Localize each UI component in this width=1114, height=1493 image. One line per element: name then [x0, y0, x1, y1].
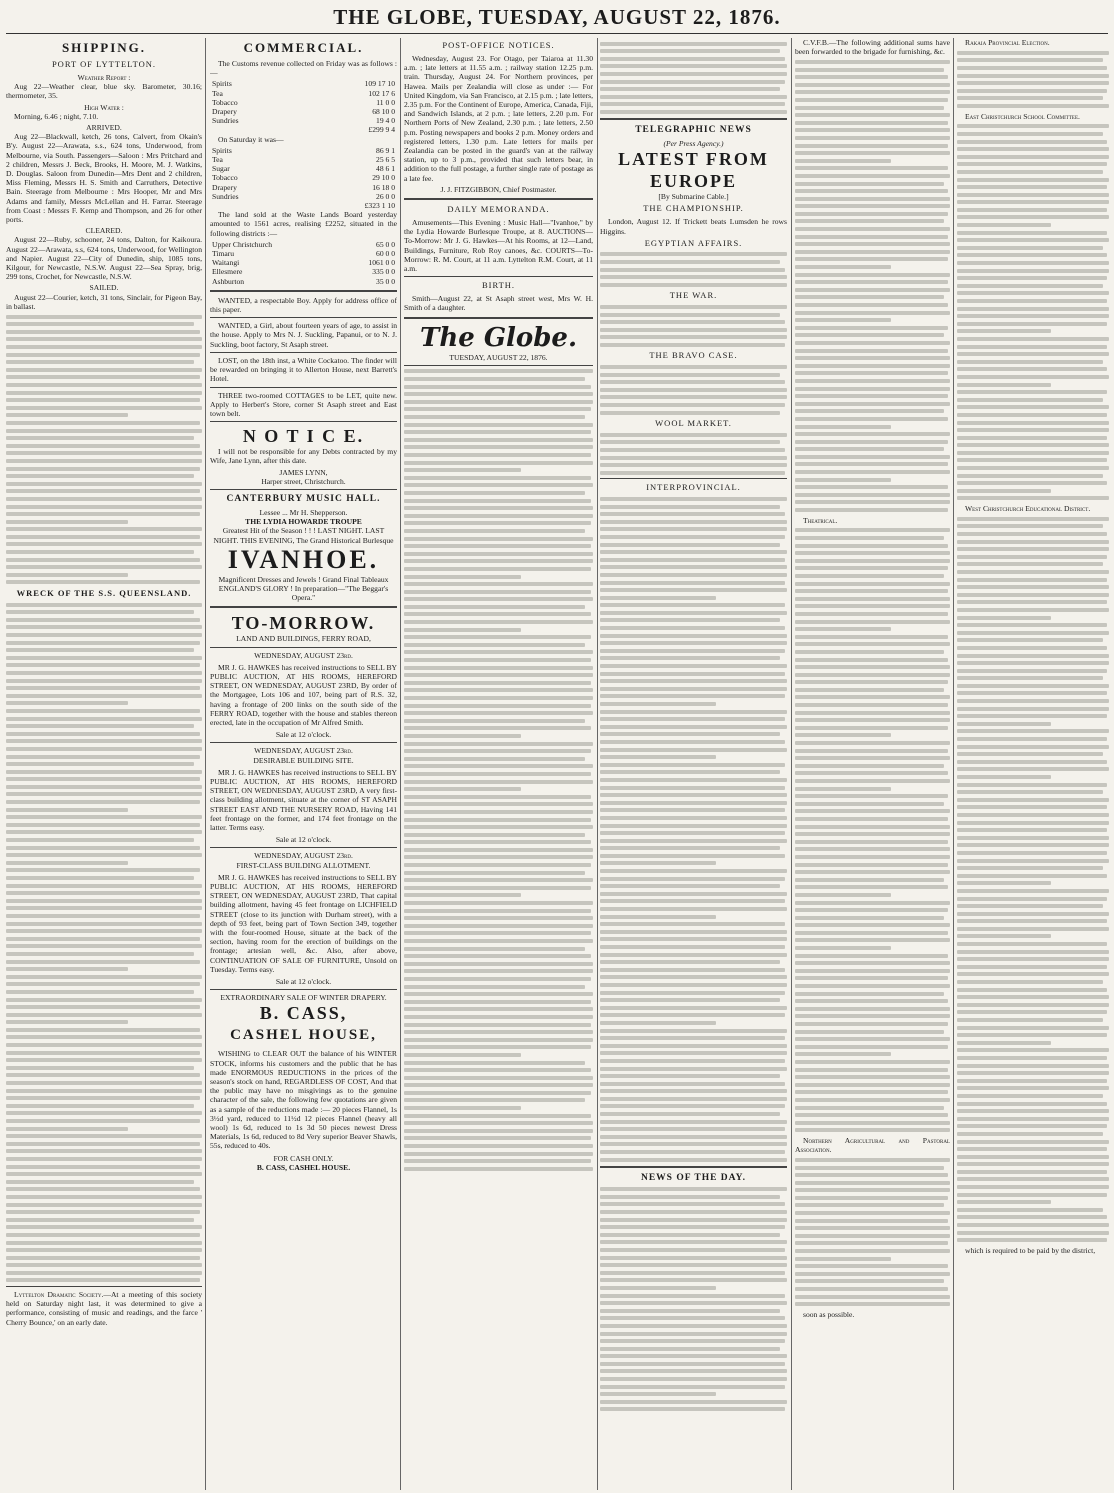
championship-body: London, August 12. If Trickett beats Lumsden he rows Higgins.	[600, 217, 787, 236]
table-row	[210, 267, 397, 276]
ad-rule	[210, 989, 397, 990]
hawkes-ad-lichfield: MR J. G. HAWKES has received instructions to SELL BY PUBLIC AUCTION, AT HIS ROOMS, HEREFORD STREET, ON WEDNESDAY, AUGUST 23RD, That capital building allotment, having 45 feet frontage on LICHFIELD STREET (close to its junction with Durham street), with a depth of 93 feet, being part of Town Section 349, together with the four-roomed House, situate at the back of the section, having room for the erection of buildings on the frontage; artesian well, &c. Also, after above, CONTINUATION OF SALE OF FURNITURE, Unsold on Tuesday. Terms easy.	[210, 872, 397, 974]
section-rule	[600, 118, 787, 120]
hawkes-ad-st-asaph: MR J. G. HAWKES has received instructions to SELL BY PUBLIC AUCTION, AT HIS ROOMS, HEREFORD STREET, ON WEDNESDAY, AUGUST 23RD, A very first-class building allotment, situate at the corner of ST ASAPH STREET EAST AND THE NURSERY ROAD, Having 141 feet frontage on the former, and 174 feet frontage on the latter. Terms easy.	[210, 767, 397, 832]
music-hall-after: Magnificent Dresses and Jewels ! Grand Final Tableaux ENGLAND'S GLORY ! In preparation—"The Beggar's Opera."	[218, 574, 389, 603]
port-heading: PORT OF LYTTELTON.	[51, 59, 157, 69]
ivanhoe-title: IVANHOE.	[227, 544, 380, 574]
memoranda-heading: DAILY MEMORANDA.	[447, 204, 550, 215]
row-label: Spirits	[212, 145, 232, 155]
row-value: 26 0 0	[376, 191, 395, 201]
table-row	[210, 249, 397, 258]
masthead-title: THE GLOBE, TUESDAY, AUGUST 22, 1876.	[333, 5, 781, 29]
friday-revenue-table	[210, 79, 397, 134]
dramatic-label: Lyttelton Dramatic Society.	[14, 1290, 104, 1300]
globe-nameplate: The Globe.	[419, 322, 578, 353]
section-rule	[404, 365, 593, 366]
brigade-lead: C.V.F.B.—The following additional sums have been forwarded to the brigade for furnishing, &c.	[795, 38, 950, 57]
row-label: Upper Christchurch	[212, 239, 273, 249]
district-news-body-3	[957, 517, 1109, 1242]
row-value: 65 0 0	[376, 239, 395, 249]
dramatic-text: —At a meeting of this society held on Saturday night last, it was determined to give a performance, consisting of music and readings, and the farce ' Cherry Bounce,' on an early date.	[6, 1290, 202, 1327]
district-news-column	[957, 38, 1109, 1490]
sale-time: Sale at 12 o'clock.	[275, 835, 332, 845]
friday-total: £299 9 4	[368, 125, 395, 135]
row-value: 86 9 1	[376, 145, 395, 155]
weather-label: Weather Report :	[77, 73, 131, 82]
wreck-article-body	[6, 603, 202, 1283]
bravo-heading: THE BRAVO CASE.	[649, 350, 738, 361]
table-row	[210, 116, 397, 125]
educational-district-label: West Christchurch Educational District.	[965, 504, 1091, 514]
cass-ad-body: WISHING to CLEAR OUT the balance of his WINTER STOCK, informs his customers and the public that he has made ENORMOUS REDUCTIONS in the prices of the season's stock on hand, REGARDLESS OF COST, And that the public may have no misgivings as to the genuine character of the sale, the following few quotations are given as a sample of the reductions made :— 20 pieces Flannel, 1s 3½d yard, reduced to 11½d 12 pieces Flannel (heavy all wool) 1s 6d, reduced to 1s 3d 50 pieces newest Dress Materials, 1s 6d, reduced to 8d Very superior Beaver Shawls, 55s, reduced to 40s.	[210, 1049, 397, 1151]
arrived-label: ARRIVED.	[86, 123, 122, 133]
district-news-body	[957, 51, 1109, 108]
tomorrow-sub: LAND AND BUILDINGS, FERRY ROAD,	[236, 634, 371, 644]
row-label: Sundries	[212, 191, 239, 201]
table-row	[210, 155, 397, 164]
masthead-rule	[6, 33, 1108, 34]
news-of-day-body	[600, 1187, 787, 1411]
column-divider	[400, 38, 401, 1490]
col6-footer: which is required to be paid by the district,	[965, 1245, 1096, 1255]
war-heading: THE WAR.	[669, 290, 718, 301]
row-label: Spirits	[212, 79, 232, 89]
music-hall-lines: Greatest Hit of the Season ! ! ! LAST NIGHT. LAST NIGHT. THIS EVENING, The Grand Historical Burlesque	[213, 526, 394, 545]
cass-name: B. CASS,	[259, 1003, 348, 1024]
row-label: Tobacco	[212, 97, 238, 107]
section-rule	[600, 478, 787, 479]
telegraphic-heading: TELEGRAPHIC NEWS	[635, 124, 752, 135]
wanted-girl-ad: WANTED, a Girl, about fourteen years of age, to assist in the house. Apply to Mrs N. J. Suckling, Papanui, or to N. J. Suckling, boot factory, St Asaph street.	[210, 321, 397, 349]
sailed-label: SAILED.	[89, 283, 119, 293]
birth-heading: BIRTH.	[481, 280, 516, 291]
table-row	[210, 258, 397, 267]
birth-notice: Smith—August 22, at St Asaph street west, Mrs W. H. Smith of a daughter.	[404, 294, 593, 313]
cleared-text: August 22—Ruby, schooner, 24 tons, Dalton, for Kaikoura. August 22—Arawata, s.s, 624 tons, Underwood, for Wellington and Napier. August 22—City of Dunedin, ship, 1085 tons, Kilgour, for Newcastle, N.S.W. August 22—Sea Spray, brig, 299 tons, Crochet, for Newcastle, N.S.W.	[6, 235, 202, 282]
row-value: 60 0 0	[376, 249, 395, 259]
local-news-body-2	[795, 528, 950, 1132]
cash-only: FOR CASH ONLY.	[273, 1153, 334, 1163]
section-rule	[404, 317, 593, 319]
row-value: 102 17 6	[368, 88, 395, 98]
row-value: 48 6 1	[376, 164, 395, 174]
commercial-column	[210, 38, 397, 1490]
high-water-label: High Water :	[84, 102, 124, 112]
table-row	[210, 277, 397, 286]
drapery-heading: EXTRAORDINARY SALE OF WINTER DRAPERY.	[220, 993, 387, 1003]
school-committee-label: East Christchurch School Committee.	[965, 111, 1080, 121]
cottages-ad: THREE two-roomed COTTAGES to be LET, quite new. Apply to Herbert's Store, corner St Asaph street and East town belt.	[210, 390, 397, 418]
egypt-body	[600, 252, 787, 286]
row-label: Sugar	[212, 164, 230, 174]
land-intro: The land sold at the Waste Lands Board yesterday amounted to 1561 acres, realising £2252, situated in the following districts :—	[210, 210, 397, 238]
local-news-body	[795, 60, 950, 512]
latest-europe-heading: LATEST FROM EUROPE	[618, 149, 769, 192]
high-water: Morning, 6.46 ; night, 7.10.	[14, 111, 99, 121]
row-value: 35 0 0	[376, 276, 395, 286]
auction-date: WEDNESDAY, AUGUST 23rd.	[254, 851, 353, 861]
ad-rule	[210, 606, 397, 608]
post-office-heading: POST-OFFICE NOTICES.	[442, 40, 555, 50]
column-divider	[953, 38, 954, 1490]
weather-report: Aug 22—Weather clear, blue sky. Barometer, 30.16; thermometer, 35.	[6, 82, 202, 101]
col5-footer: soon as possible.	[803, 1309, 855, 1319]
row-label: Sundries	[212, 116, 239, 126]
post-office-column	[404, 38, 593, 1490]
notice-heading: N O T I C E.	[242, 426, 365, 447]
rakaia-label: Rakaia Provincial Election.	[965, 38, 1050, 47]
row-value: 68 10 0	[372, 107, 395, 117]
cable-sub: [By Submarine Cable.]	[658, 192, 729, 202]
interprovincial-heading: INTERPROVINCIAL.	[646, 482, 741, 493]
sale-time: Sale at 12 o'clock.	[275, 730, 332, 740]
ad-rule	[210, 489, 397, 490]
table-row	[210, 173, 397, 182]
agric-label: Northern Agricultural and Pastoral Association.	[795, 1135, 950, 1155]
bravo-body	[600, 365, 787, 415]
desirable-heading: DESIRABLE BUILDING SITE.	[253, 755, 354, 765]
music-hall-troupe: THE LYDIA HOWARDE TROUPE	[245, 517, 362, 527]
cass-footer: B. CASS, CASHEL HOUSE.	[256, 1162, 351, 1172]
section-rule	[404, 276, 593, 277]
section-rule	[404, 198, 593, 200]
row-value: 109 17 10	[364, 79, 395, 89]
row-value: 29 10 0	[372, 173, 395, 183]
egypt-heading: EGYPTIAN AFFAIRS.	[644, 237, 743, 248]
row-value: 25 6 5	[376, 155, 395, 165]
row-label: Timaru	[212, 249, 235, 259]
column-divider	[205, 38, 206, 1490]
ad-rule	[210, 387, 397, 388]
land-table	[210, 240, 397, 286]
ad-rule	[210, 847, 397, 848]
first-class-heading: FIRST-CLASS BUILDING ALLOTMENT.	[236, 860, 371, 870]
row-label: Tobacco	[212, 173, 238, 183]
cashel-house: CASHEL HOUSE,	[230, 1027, 377, 1044]
auction-date: WEDNESDAY, AUGUST 23rd.	[254, 746, 353, 756]
saturday-total: £323 1 10	[364, 201, 395, 211]
shipping-news-body	[6, 315, 202, 585]
notice-sign: JAMES LYNN,	[279, 467, 328, 477]
telegraphic-column	[600, 38, 787, 1490]
telegraphic-sub: (Per Press Agency.)	[663, 138, 724, 148]
table-row	[210, 89, 397, 98]
customs-intro: The Customs revenue collected on Friday was as follows :—	[210, 59, 397, 78]
lost-ad: LOST, on the 18th inst, a White Cockatoo. The finder will be rewarded on bringing it to Allerton House, next Barrett's Hotel.	[210, 355, 397, 384]
cleared-label: CLEARED.	[85, 226, 123, 236]
editorial-continued	[600, 42, 787, 114]
saturday-label: On Saturday it was—	[218, 134, 284, 144]
ad-rule	[210, 421, 397, 422]
postmaster-sign: J. J. FITZGIBBON, Chief Postmaster.	[440, 184, 557, 194]
arrived-text: Aug 22—Blackwall, ketch, 26 tons, Calvert, from Okain's B'y. August 22—Arawata, s.s., 624 tons, Underwood, from Melbourne, via South. Passengers—Saloon : Mrs Pritchard and 2 children, Messrs J. Beck, Brooks, H. Moore, M. J. Watkins, D. Douglas. Saloon from Dunedin—Mrs Dent and 2 children, Miss Fleming, Messrs H. S. Smith and Carruthers, Detective Bain. Steerage from Melbourne : Mrs Hooper, Mr and Mrs Adams and family, Messrs McLellan and H. Farrar. Steerage from Coast : Messrs F. Kemp and Thompson, and 26 for other ports.	[6, 132, 202, 225]
post-office-body: Wednesday, August 23. For Otago, per Taiaroa at 11.30 a.m. ; late letters at 11.55 a.m. ; railway station 12.25 p.m. train. Thursday, August 24. For Northern provinces, per Hawea. Mails per Zealandia will close as under :— For United Kingdom, via San Francisco, at 2.15 p.m. ; late letters, 2.35 p.m. For the Continent of Europe, America, Canada, Fiji, and Sandwich Islands, at 2 p.m. ; late letters, 2.20 p.m. For Northern Ports of New Zealand, 2.30 p.m. ; late letters, 2.50 p.m. Posting newspapers and books 2 p.m. Money orders and registered letters, 1.30 p.m. Late letters for mails per Zealandia can be posted in the guard's van at the railway station, up to 3 p.m., provided that such letters bear, in addition to the full postage, a further single rate of postage as a late fee.	[404, 54, 593, 183]
row-label: Drapery	[212, 182, 237, 192]
wreck-heading: WRECK OF THE S.S. QUEENSLAND.	[16, 588, 192, 599]
interprovincial-body	[600, 497, 787, 1162]
ad-rule	[210, 647, 397, 648]
notice-body: I will not be responsible for any Debts contracted by my Wife, Jane Lynn, after this date.	[210, 447, 397, 466]
row-label: Tea	[212, 88, 223, 98]
table-row	[210, 183, 397, 192]
auction-date: WEDNESDAY, AUGUST 23rd.	[254, 650, 353, 660]
saturday-revenue-table	[210, 146, 397, 210]
row-value: 335 0 0	[372, 267, 395, 277]
row-label: Ellesmere	[212, 267, 243, 277]
notice-address: Harper street, Christchurch.	[261, 476, 346, 486]
table-row	[210, 164, 397, 173]
local-news-column	[795, 38, 950, 1490]
table-row	[210, 240, 397, 249]
championship-heading: THE CHAMPIONSHIP.	[643, 203, 744, 214]
row-label: Waitangi	[212, 258, 240, 268]
wanted-boy-ad: WANTED, a respectable Boy. Apply for address office of this paper.	[210, 295, 397, 315]
row-value: 19 4 0	[376, 116, 395, 126]
sailed-text: August 22—Courier, ketch, 31 tons, Sinclair, for Pigeon Bay, in ballast.	[6, 292, 202, 311]
memoranda-body: Amusements—This Evening : Music Hall—"Ivanhoe," by the Lydia Howarde Burlesque Troupe, at 8. AUCTIONS—To-Morrow: Mr J. G. Hawkes—At his Rooms, at 12—Land, Buildings, Furniture, Rob Roy canoes, &c. COURTS—To-Morrow: R. M. Court, at 11 a.m. Lyttelton R.M. Court, at 11 a.m.	[404, 218, 593, 274]
sale-time: Sale at 12 o'clock.	[275, 977, 332, 987]
shipping-column	[6, 38, 202, 1490]
table-row	[210, 98, 397, 107]
table-row	[210, 192, 397, 201]
local-news-body-3	[795, 1158, 950, 1306]
row-value: 11 0 0	[376, 97, 395, 107]
ad-rule	[210, 352, 397, 353]
music-hall-title: CANTERBURY MUSIC HALL.	[226, 493, 381, 504]
table-row	[210, 146, 397, 155]
row-label: Ashburton	[212, 276, 245, 286]
column-divider	[791, 38, 792, 1490]
row-label: Drapery	[212, 107, 237, 117]
district-news-body-2	[957, 124, 1109, 500]
row-value: 1061 0 0	[368, 258, 395, 268]
tomorrow-heading: TO-MORROW.	[231, 613, 376, 634]
news-of-day-heading: NEWS OF THE DAY.	[640, 1172, 747, 1183]
ad-rule	[210, 290, 397, 292]
column-divider	[597, 38, 598, 1490]
section-rule	[600, 1166, 787, 1168]
war-body	[600, 305, 787, 347]
table-row	[210, 107, 397, 116]
wool-heading: WOOL MARKET.	[655, 418, 732, 429]
hawkes-ad-ferry-road: MR J. G. HAWKES has received instructions to SELL BY PUBLIC AUCTION, AT HIS ROOMS, HEREFORD STREET, ON WEDNESDAY, AUGUST 23RD, By order of the Mortgagee, Lots 106 and 107, being part of R.S. 32, having a frontage of 200 links on the south side of the FERRY ROAD, together with the house and stables thereon erected, late in the occupation of Mr Alfred Smith.	[210, 662, 397, 727]
editorial-date: TUESDAY, AUGUST 22, 1876.	[449, 352, 548, 362]
shipping-heading: SHIPPING.	[61, 40, 147, 55]
row-value: 16 18 0	[372, 182, 395, 192]
wool-body	[600, 433, 787, 475]
theatrical-label: Theatrical.	[803, 515, 838, 525]
music-hall-lessee: Lessee ... Mr H. Shepperson.	[259, 507, 348, 517]
editorial-body	[404, 369, 593, 1170]
ad-rule	[210, 742, 397, 743]
section-rule	[6, 1286, 202, 1287]
ad-rule	[210, 317, 397, 318]
commercial-heading: COMMERCIAL.	[243, 40, 364, 55]
table-row	[210, 79, 397, 88]
row-label: Tea	[212, 155, 223, 165]
